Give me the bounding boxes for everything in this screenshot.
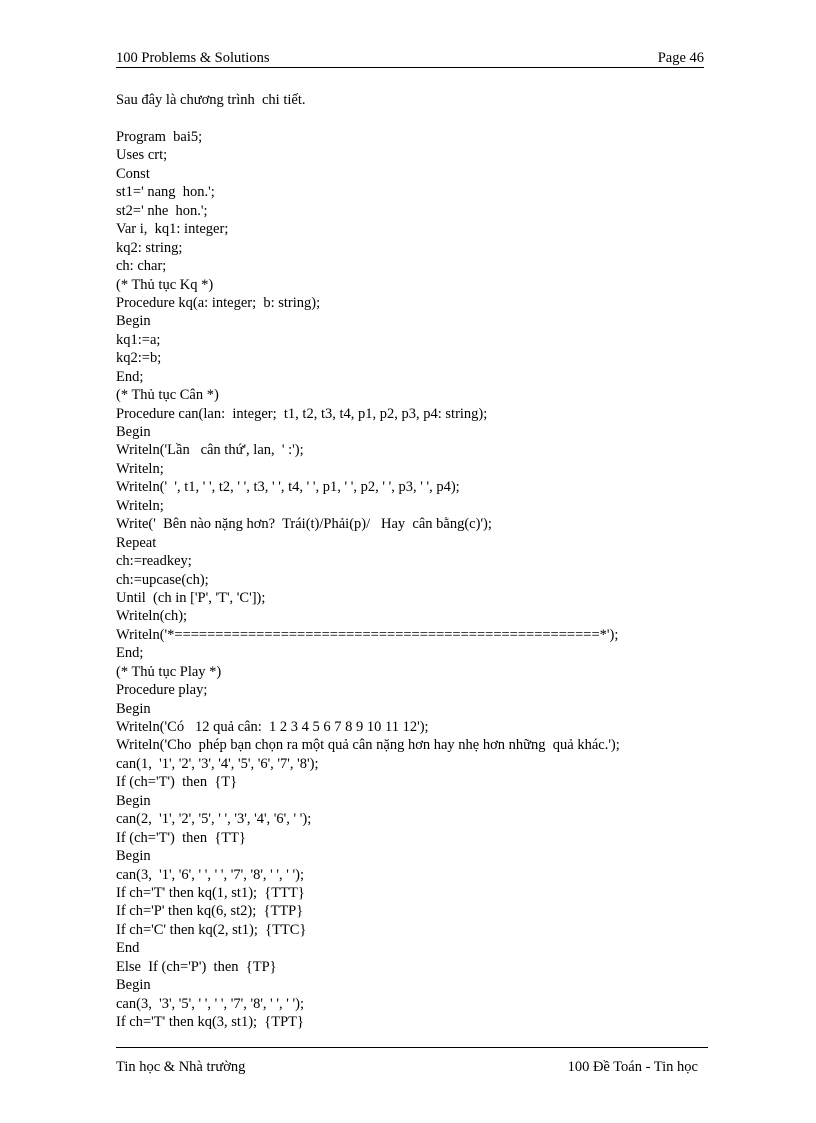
code-line: can(3, '1', '6', ' ', ' ', '7', '8', ' ', ' '); [116, 866, 304, 883]
code-line: Begin [116, 792, 151, 809]
footer-right: 100 Đề Toán - Tin học [567, 1059, 698, 1075]
code-line: If (ch='T') then {T} [116, 774, 238, 791]
code-line: ch:=upcase(ch); [116, 571, 209, 588]
code-line: Const [116, 165, 150, 182]
code-line: can(3, '3', '5', ' ', ' ', '7', '8', ' ', ' '); [116, 995, 304, 1012]
code-line: Begin [116, 977, 151, 994]
code-line: Writeln; [116, 497, 164, 514]
code-line: Writeln(ch); [116, 608, 188, 625]
intro-text: Sau đây là chương trình chi tiết. [116, 92, 306, 108]
code-line: can(1, '1', '2', '3', '4', '5', '6', '7', '8'); [116, 755, 319, 772]
code-line: If ch='C' then kq(2, st1); {TTC} [116, 921, 307, 938]
code-line: If ch='T' then kq(1, st1); {TTT} [116, 884, 305, 901]
code-line: Program bai5; [116, 129, 203, 145]
code-line: st1=' nang hon.'; [116, 184, 215, 201]
code-line: If ch='P' then kq(6, st2); {TTP} [116, 903, 304, 920]
code-line: Begin [116, 848, 151, 865]
code-line: can(2, '1', '2', '5', ' ', '3', '4', '6', ' '); [116, 811, 312, 828]
code-line: Begin [116, 424, 151, 440]
code-line: Writeln('*====================================================*'); [116, 626, 619, 643]
code-line: kq2: string; [116, 239, 183, 256]
code-line: Procedure play; [116, 682, 208, 699]
code-line: Writeln('Cho phép bạn chọn ra một quả cân nặng hơn hay nhẹ hơn những quả khác.'); [116, 737, 620, 754]
code-line: Procedure kq(a: integer; b: string); [116, 294, 321, 311]
code-line: Writeln(' ', t1, ' ', t2, ' ', t3, ' ', t4, ' ', p1, ' ', p2, ' ', p3, ' ', p4); [116, 479, 460, 496]
code-line: kq1:=a; [116, 331, 161, 348]
code-line: Var i, kq1: integer; [116, 221, 229, 238]
code-line: Begin [116, 700, 151, 717]
code-line: Until (ch in ['P', 'T', 'C']); [116, 589, 266, 606]
code-line: If (ch='T') then {TT} [116, 829, 246, 846]
code-line: (* Thủ tục Play *) [116, 663, 222, 680]
page-footer [116, 1047, 708, 1078]
code-line: Else If (ch='P') then {TP} [116, 958, 277, 975]
code-line: Begin [116, 313, 151, 330]
code-line: End; [116, 368, 144, 385]
code-line: st2=' nhe hon.'; [116, 202, 208, 219]
code-line: End [116, 940, 140, 957]
page-header [116, 50, 704, 68]
book-title: 100 Problems & Solutions [116, 50, 270, 66]
code-line: Writeln('Có 12 quả cân: 1 2 3 4 5 6 7 8 9 10 11 12'); [116, 719, 429, 735]
code-line: Writeln('Lần cân thứ', lan, ' :'); [116, 442, 304, 459]
page-number: Page 46 [657, 50, 704, 66]
code-line: kq2:=b; [116, 350, 162, 367]
code-line: Procedure can(lan: integer; t1, t2, t3, t4, p1, p2, p3, p4: string); [116, 405, 488, 422]
code-line: Uses crt; [116, 147, 168, 164]
code-line: ch:=readkey; [116, 553, 192, 570]
code-line: Repeat [116, 534, 157, 551]
code-line: End; [116, 645, 144, 662]
code-listing [116, 128, 620, 1031]
code-line: Writeln; [116, 460, 164, 477]
code-line: If ch='T' then kq(3, st1); {TPT} [116, 1014, 304, 1030]
code-line: Write(' Bên nào nặng hơn? Trái(t)/Phải(p)/ Hay cân bằng(c)'); [116, 516, 492, 533]
footer-left: Tin học & Nhà trường [116, 1059, 246, 1075]
code-line: (* Thủ tục Cân *) [116, 387, 219, 404]
code-line: ch: char; [116, 258, 167, 275]
code-line: (* Thủ tục Kq *) [116, 276, 214, 293]
